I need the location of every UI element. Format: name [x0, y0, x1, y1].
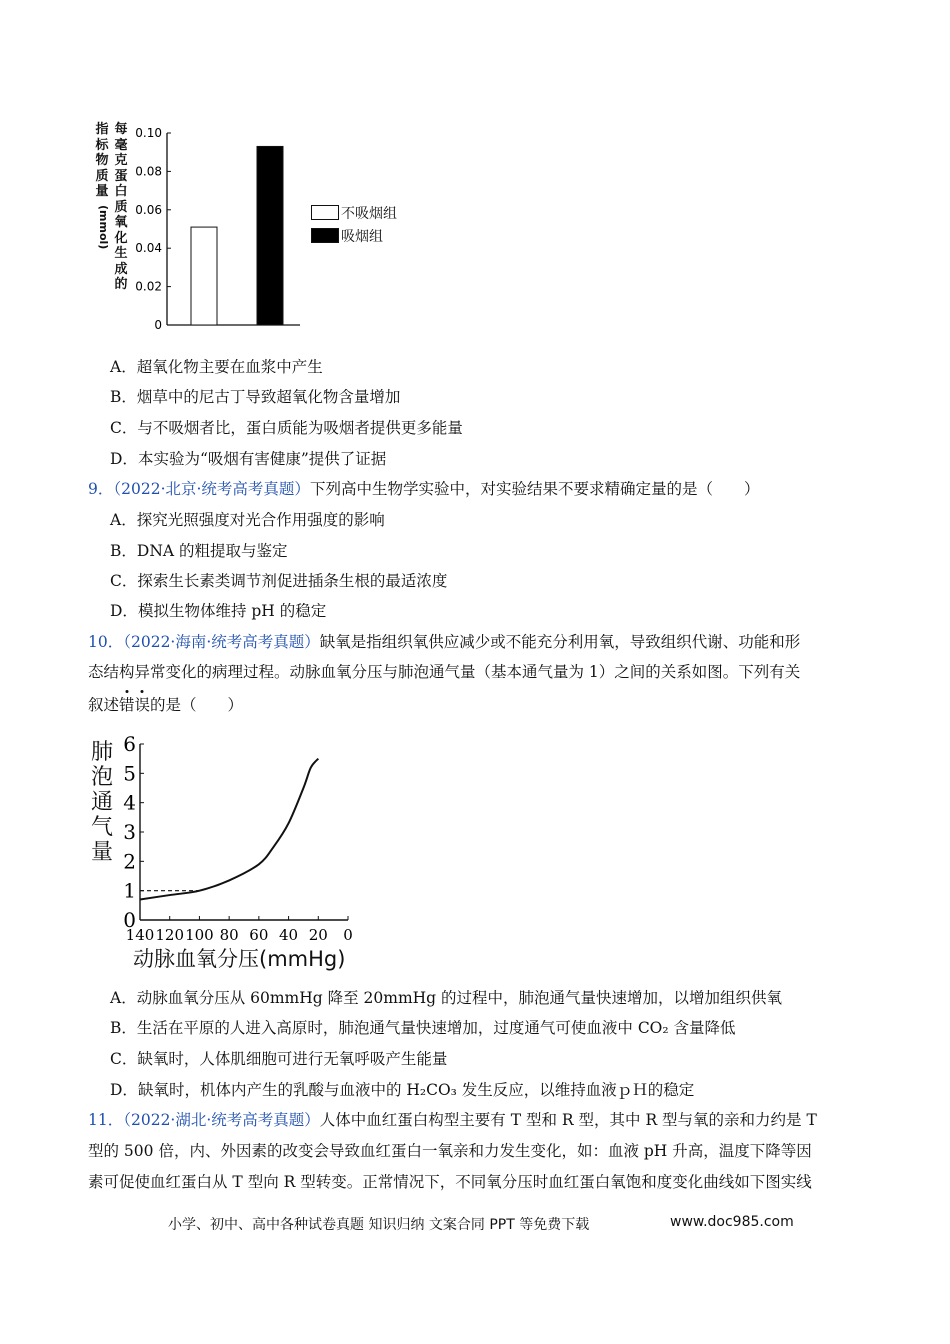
q9-option-d: D．模拟生物体维持 pH 的稳定 [110, 602, 327, 620]
legend-label-nonsmoker: 不吸烟组 [341, 206, 397, 222]
footer-url: www.doc985.com [670, 1214, 794, 1230]
q11-stem-line3: 素可促使血红蛋白从 T 型向 R 型转变。正常情况下，不同氧分压时血红蛋白氧饱和度变化曲线如下图实线 [88, 1173, 812, 1191]
q10-option-a: A．动脉血氧分压从 60mmHg 降至 20mmHg 的过程中，肺泡通气量快速增加，以增加组织供氧 [110, 989, 783, 1007]
q9-stem: 9．（2022·北京·统考高考真题）下列高中生物学实验中，对实验结果不要求精确定量的是（ ） [88, 480, 760, 498]
q8-option-b: B．烟草中的尼古丁导致超氧化物含量增加 [110, 388, 401, 406]
bar-chart-plot [130, 120, 330, 335]
line-x-tick-label: 140 [125, 926, 155, 944]
legend-label-smoker: 吸烟组 [341, 229, 383, 245]
q8-option-d: D．本实验为“吸烟有害健康”提供了证据 [110, 450, 387, 468]
q10-option-b: B．生活在平原的人进入高原时，肺泡通气量快速增加，过度通气可使血液中 CO₂ 含量降低 [110, 1019, 736, 1037]
line-x-tick-label: 0 [343, 926, 353, 944]
line-x-tick-label: 40 [279, 926, 299, 944]
line-y-tick-label: 4 [123, 790, 136, 815]
bar-y-tick-label: 0.04 [135, 241, 162, 256]
bar-y-tick-label: 0.08 [135, 164, 162, 179]
bar-y-tick-label: 0 [154, 318, 162, 332]
line-xlabel: 动脉血氧分压(mmHg) [133, 947, 346, 971]
q9-option-a: A．探究光照强度对光合作用强度的影响 [110, 511, 385, 529]
bar-y-tick-label: 0.10 [135, 126, 162, 140]
bar-ylabel-unit: (mmol) [97, 205, 110, 250]
line-x-tick-label: 60 [249, 926, 269, 944]
q10-stem-line2: 态结构异常变化的病理过程。动脉血氧分压与肺泡通气量（基本通气量为 1）之间的关系如图。下列有关 [88, 663, 801, 681]
line-chart-plot [118, 734, 358, 944]
bar-y-tick-label: 0.02 [135, 279, 162, 294]
bar-y-tick-label: 0.06 [135, 202, 162, 217]
bar-smoker [257, 146, 283, 325]
line-y-tick-label: 6 [123, 734, 136, 756]
line-y-tick-label: 5 [123, 761, 136, 786]
q10-stem-line3: 叙述错误的是（ ） [88, 696, 244, 714]
q10-option-d: D．缺氧时，机体内产生的乳酸与血液中的 H₂CO₃ 发生反应，以维持血液ｐＨ的稳定 [110, 1081, 695, 1099]
q11-stem-line1: 11．（2022·湖北·统考高考真题）人体中血红蛋白构型主要有 T 型和 R 型，其中 R 型与氧的亲和力约是 T [88, 1111, 817, 1129]
q10-option-c: C．缺氧时，人体肌细胞可进行无氧呼吸产生能量 [110, 1050, 448, 1068]
q9-option-c: C．探索生长素类调节剂促进插条生根的最适浓度 [110, 572, 448, 590]
bar-ylabel-main: 每毫克蛋白质氧化生成的 [114, 122, 128, 292]
line-ylabel: 肺泡通气量 [90, 740, 113, 865]
line-x-tick-label: 120 [155, 926, 185, 944]
bar-ylabel-left: 指标物质量 [95, 122, 109, 199]
line-y-tick-label: 3 [123, 820, 136, 844]
q9-option-b: B．DNA 的粗提取与鉴定 [110, 542, 288, 560]
emphasis-char: 误 [134, 696, 151, 714]
line-y-tick-label: 1 [123, 878, 136, 903]
q8-option-c: C．与不吸烟者比，蛋白质能为吸烟者提供更多能量 [110, 419, 463, 437]
bar-nonsmoker [191, 227, 217, 325]
line-x-tick-label: 80 [219, 926, 239, 944]
line-x-tick-label: 100 [185, 926, 214, 944]
footer-text: 小学、初中、高中各种试卷真题 知识归纳 文案合同 PPT 等免费下载 [168, 1217, 590, 1233]
q10-stem-line1: 10．（2022·海南·统考高考真题）缺氧是指组织氧供应减少或不能充分利用氧，导致组织代谢、功能和形 [88, 633, 801, 651]
ventilation-curve [140, 759, 318, 900]
legend-swatch-nonsmoker [311, 205, 339, 220]
q11-stem-line2: 型的 500 倍，内、外因素的改变会导致血红蛋白一氧亲和力发生变化，如：血液 pH 升高，温度下降等因 [88, 1142, 812, 1160]
line-x-tick-label: 20 [308, 926, 328, 944]
line-y-tick-label: 2 [123, 849, 136, 874]
emphasis-char: 错 [119, 696, 135, 714]
line-y-tick-label: 0 [123, 908, 136, 932]
legend-swatch-smoker [311, 228, 339, 243]
q8-option-a: A．超氧化物主要在血浆中产生 [110, 358, 323, 376]
